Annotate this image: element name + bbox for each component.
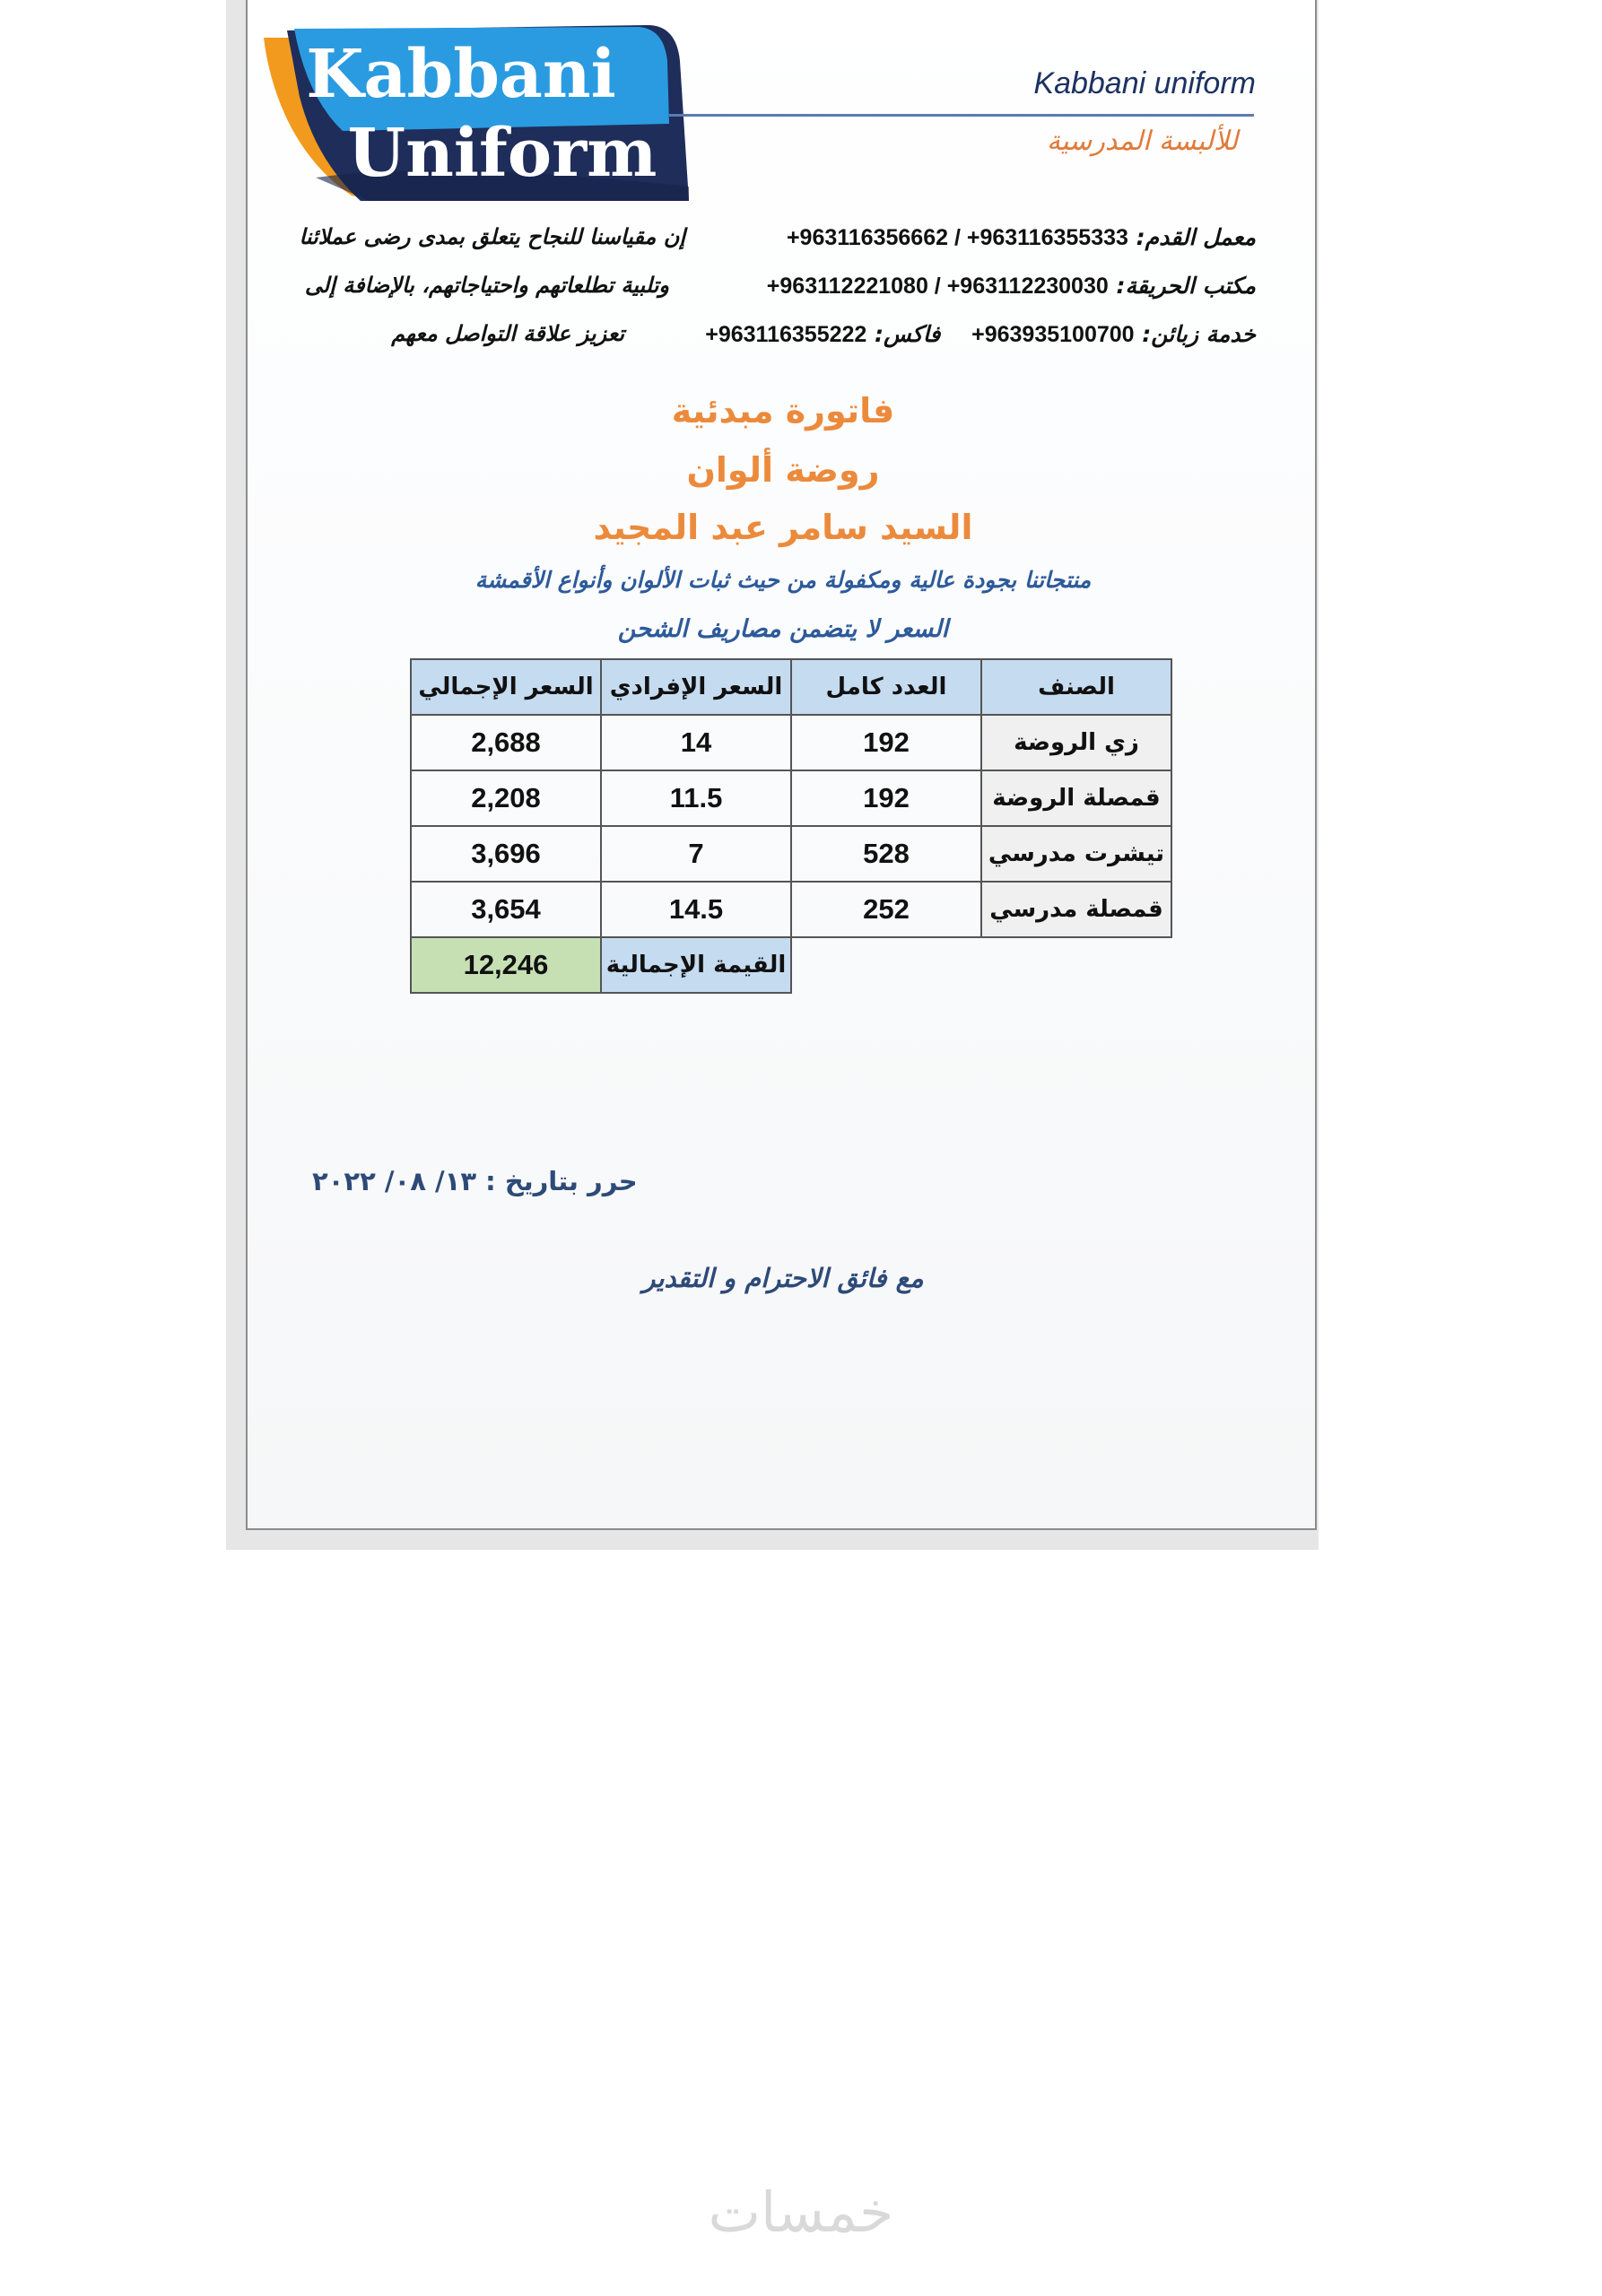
cell-total-price: 3,696: [411, 826, 601, 882]
cell-quantity: 192: [791, 715, 981, 770]
cell-unit-price: 7: [601, 826, 791, 882]
cell-quantity: 528: [791, 826, 981, 882]
contact-fax-number: +963116355222: [705, 322, 867, 347]
total-label: القيمة الإجمالية: [601, 937, 791, 993]
slogan-line-1: إن مقياسنا للنجاح يتعلق بمدى رضى عملائنا: [299, 224, 685, 249]
cell-category: قمصلة الروضة: [981, 770, 1171, 826]
recipient-name: السيد سامر عبد المجيد: [593, 508, 973, 547]
cell-unit-price: 11.5: [601, 770, 791, 826]
header-unit-price: السعر الإفرادي: [601, 659, 791, 715]
quality-note: منتجاتنا بجودة عالية ومكفولة من حيث ثبات الألوان وأنواع الأقمشة: [475, 567, 1092, 593]
watermark-text: خمسات: [708, 2179, 894, 2245]
cell-total-price: 2,208: [411, 770, 601, 826]
cell-unit-price: 14.5: [601, 882, 791, 937]
invoice-title: فاتورة مبدئية: [671, 391, 895, 430]
contact-office-label: مكتب الحريقة:: [1116, 273, 1256, 299]
table-total-row: [411, 937, 1171, 993]
closing-regards: مع فائق الاحترام و التقدير: [642, 1263, 924, 1293]
table-header-row: [411, 659, 1171, 715]
contact-service-label: خدمة زبائن:: [1142, 321, 1256, 347]
table-row: [411, 826, 1171, 882]
header-divider: [669, 114, 1254, 117]
slogan-line-2: وتلبية تطلعاتهم واحتياجاتهم، بالإضافة إلى: [304, 273, 669, 298]
contact-service-number: +963935100700: [971, 322, 1135, 347]
contact-factory-numbers: +963116356662 / +963116355333: [786, 225, 1128, 250]
contact-fax-label: فاكس:: [875, 321, 941, 347]
cell-quantity: 252: [791, 882, 981, 937]
invoice-table: [410, 658, 1172, 994]
cell-total-price: 3,654: [411, 882, 601, 937]
invoice-page: [246, 0, 1317, 1530]
logo-line1: Kabbani: [306, 36, 616, 113]
logo-line2: Uniform: [347, 115, 657, 192]
header-quantity: العدد كامل: [791, 659, 981, 715]
header-total-price: السعر الإجمالي: [411, 659, 601, 715]
brand-name-en: Kabbani uniform: [1033, 66, 1256, 100]
contact-service: [705, 321, 1256, 348]
cell-total-price: 2,688: [411, 715, 601, 770]
table-row: [411, 715, 1171, 770]
cell-category: قمصلة مدرسي: [981, 882, 1171, 937]
client-name: روضة ألوان: [686, 450, 880, 490]
shipping-note: السعر لا يتضمن مصاريف الشحن: [617, 615, 949, 643]
cell-unit-price: 14: [601, 715, 791, 770]
header-category: الصنف: [981, 659, 1171, 715]
table-row: [411, 882, 1171, 937]
table-row: [411, 770, 1171, 826]
slogan-line-3: تعزيز علاقة التواصل معهم: [391, 321, 624, 346]
brand-tagline-ar: للألبسة المدرسية: [1047, 126, 1238, 157]
contact-office-numbers: +963112221080 / +963112230030: [766, 274, 1109, 299]
cell-category: زي الروضة: [981, 715, 1171, 770]
cell-category: تيشرت مدرسي: [981, 826, 1171, 882]
total-value: 12,246: [411, 937, 601, 993]
contact-factory-label: معمل القدم:: [1136, 224, 1256, 250]
contact-office: [767, 273, 1256, 300]
issue-date: حرر بتاريخ : ١٣/ ٠٨/ ٢٠٢٢: [312, 1166, 638, 1196]
cell-quantity: 192: [791, 770, 981, 826]
kabbani-logo: [262, 25, 689, 201]
contact-factory: [787, 224, 1256, 251]
